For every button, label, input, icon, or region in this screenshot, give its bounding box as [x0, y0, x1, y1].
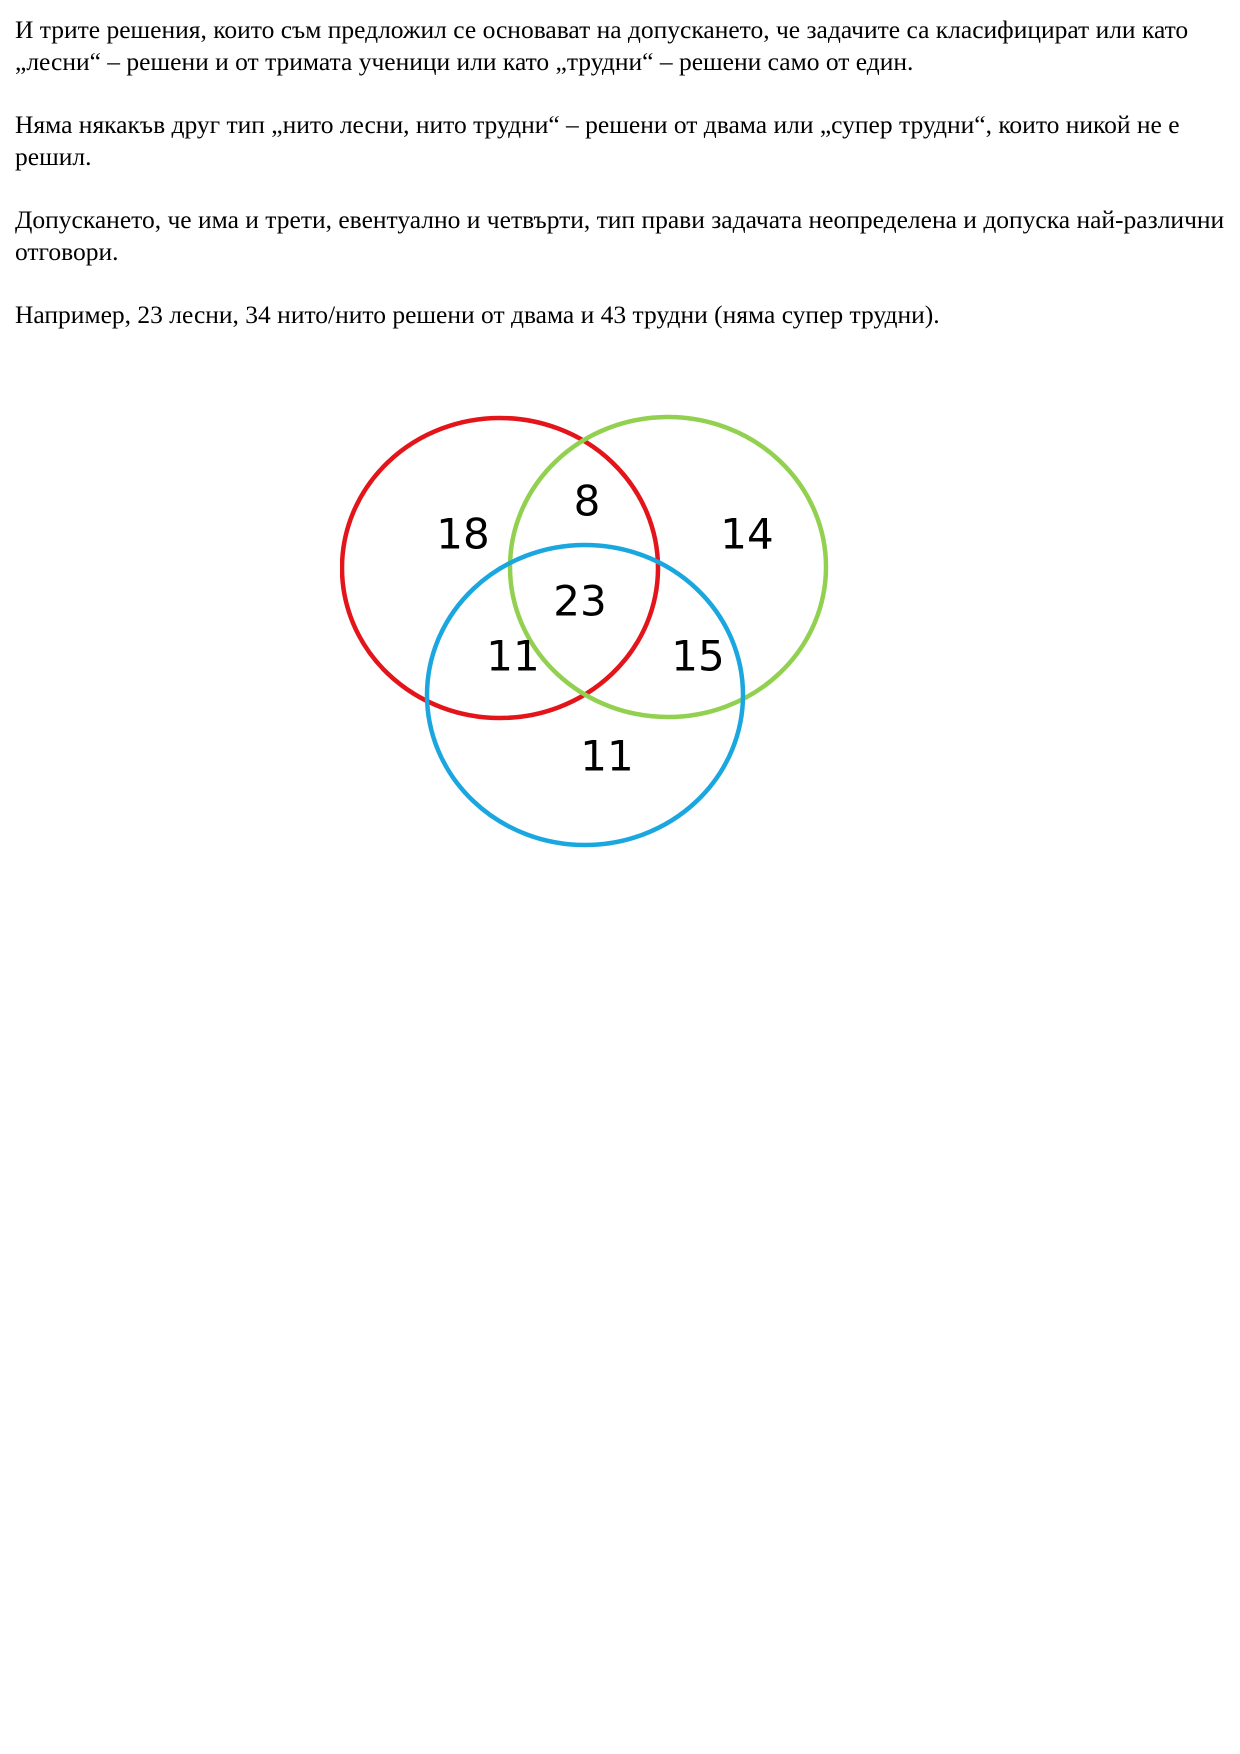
venn-svg: [340, 405, 880, 865]
paragraph-3: Допускането, че има и трети, евентуално и четвърти, тип прави задачата неопределена и допуска най-различни отговори.: [15, 205, 1225, 266]
paragraph-2: Няма някакъв друг тип „нито лесни, нито трудни“ – решени от двама или „супер трудни“, които никой не е решил.: [15, 110, 1180, 171]
document-text: [15, 14, 1227, 362]
region-green-only: 14: [720, 509, 774, 559]
region-red-only: 18: [436, 509, 490, 559]
region-red-green: 8: [573, 476, 601, 526]
venn-diagram: [340, 405, 880, 865]
region-center: 23: [553, 576, 607, 626]
region-red-blue: 11: [486, 631, 540, 681]
paragraph-1: И трите решения, които съм предложил се основават на допускането, че задачите са класифицират или като „лесни“ – решени и от тримата ученици или като „трудни“ – решени само от един.: [15, 15, 1189, 76]
paragraph-4: Например, 23 лесни, 34 нито/нито решени от двама и 43 трудни (няма супер трудни).: [15, 300, 940, 329]
region-blue-only: 11: [580, 731, 634, 781]
region-green-blue: 15: [671, 631, 725, 681]
